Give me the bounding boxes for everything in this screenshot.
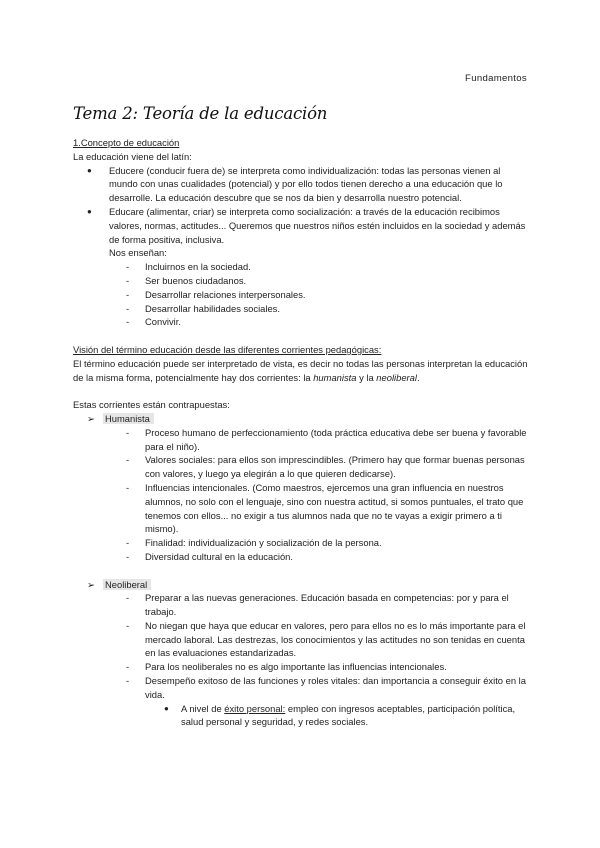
neoliberal-word: neoliberal — [376, 371, 417, 383]
list-item: - Diversidad cultural en la educación. — [145, 550, 528, 564]
section-intro: La educación viene del latín: — [73, 150, 192, 162]
teach-list — [73, 260, 528, 329]
list-item: ● Educere (conducir fuera de) se interpreta como individualización: todas las personas vienen al mundo con unas cualidades (potencial) y por ello todos tienen derecho a una educación que lo desarrolle. La educación descubre que se nos da bien y desarrolla nuestro potencial. — [73, 164, 528, 205]
humanista-list — [73, 426, 528, 564]
list-item: - Proceso humano de perfeccionamiento (toda práctica educativa debe ser buena y favorable para el niño). — [145, 426, 528, 454]
neoliberal-label: Neoliberal — [103, 579, 151, 590]
list-item: - Desarrollar habilidades sociales. — [145, 302, 528, 316]
list-item: - No niegan que haya que educar en valores, pero para ellos no es lo más importante para el mercado laboral. Las destrezas, los conocimientos y las actitudes no son tenidas en cuenta en las evaluaciones estandarizadas. — [145, 619, 528, 660]
origin-list — [73, 164, 528, 247]
list-item: - Valores sociales: para ellos son imprescindibles. (Primero hay que formar buenas personas con valores, y luego ya elegirán a lo que quieren dedicarse). — [145, 453, 528, 481]
page-title: Tema 2: Teoría de la educación — [73, 104, 328, 123]
list-item: - Ser buenos ciudadanos. — [145, 274, 528, 288]
contrapuestas-text: Estas corrientes están contrapuestas: — [73, 399, 230, 411]
sub-prefix: A nivel de — [181, 702, 225, 714]
period: . — [416, 371, 420, 383]
sub-rest: empleo con ingresos aceptables, participación política, salud personal y seguridad, y redes sociales. — [181, 702, 516, 728]
list-item: - Preparar a las nuevas generaciones. Educación basada en competencias: por y para el trabajo. — [145, 591, 528, 619]
humanista-label: Humanista — [103, 413, 154, 424]
section-heading: 1.Concepto de educación — [73, 137, 180, 148]
vision-heading: Visión del término educación desde las diferentes corrientes pedagógicas: — [73, 343, 382, 355]
list-item: - Para los neoliberales no es algo importante las influencias intencionales. — [145, 660, 528, 674]
list-item: - Finalidad: individualización y socialización de la persona. — [145, 536, 528, 550]
and-word: y la — [356, 371, 377, 383]
teach-label: Nos enseñan: — [109, 247, 167, 259]
list-item: - Convivir. — [145, 315, 528, 329]
list-item: - Influencias intencionales. (Como maestros, ejercemos una gran influencia en nuestros alumnos, no solo con el lenguaje, sino con nuestra actitud, si somos puntuales, el trato que tenemos con ellos... no exigir a tus alumnos nada que no te vayas a exigir primero a ti mismo). — [145, 481, 528, 536]
vision-text: El término educación puede ser interpretado de vista, es decir no todas las personas interpretan la educación de la misma forma, potencialmente hay dos corrientes: la — [73, 357, 528, 383]
list-item: ● Educare (alimentar, criar) se interpreta como socialización: a través de la educación recibimos valores, normas, actitudes... Queremos que nuestros niños estén incluidos en la sociedad y además de forma positiva, inclusiva. — [73, 205, 528, 246]
arrow-icon: ➢ — [87, 578, 95, 590]
list-item: - Desarrollar relaciones interpersonales. — [145, 288, 528, 302]
list-item: - Incluirnos en la sociedad. — [145, 260, 528, 274]
neoliberal-sublist — [73, 702, 528, 730]
header-label: Fundamentos — [465, 73, 527, 84]
list-item: - Desempeño exitoso de las funciones y roles vitales: dan importancia a conseguir éxito en la vida. — [145, 674, 528, 702]
arrow-icon: ➢ — [87, 412, 95, 424]
neoliberal-heading — [73, 578, 528, 592]
neoliberal-list — [73, 591, 528, 701]
sub-underlined: éxito personal: — [224, 702, 286, 714]
humanista-heading — [73, 412, 528, 426]
humanista-word: humanista — [313, 371, 357, 383]
document-content — [73, 136, 528, 729]
vision-paragraph — [73, 357, 528, 385]
list-item — [181, 702, 528, 730]
